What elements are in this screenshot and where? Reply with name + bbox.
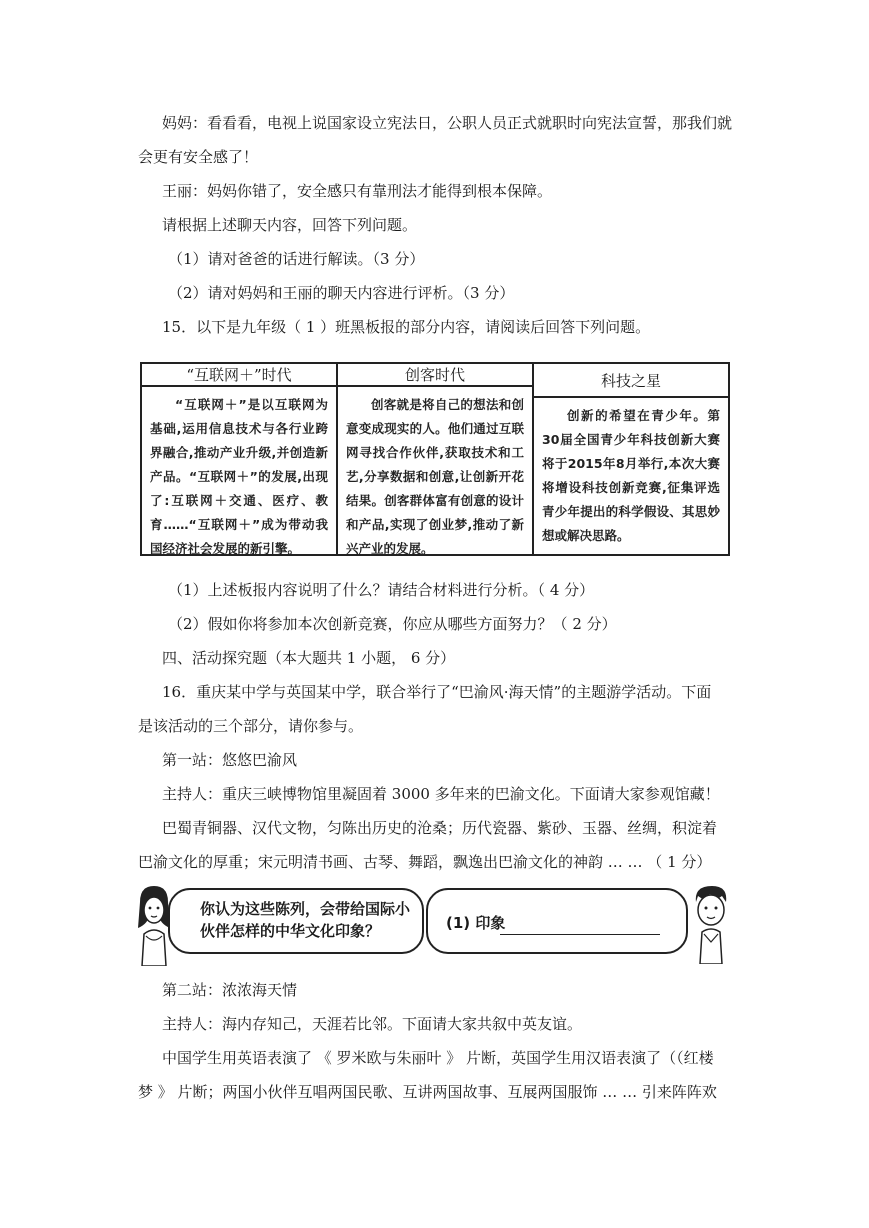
column-body: 创客就是将自己的想法和创意变成现实的人。他们通过互联网寻找合作伙伴,获取技术和工艺,分享数据和创意,让创新开花结果。创客群体富有创意的设计和产品,实现了创业梦,推动了新兴产业的发展。 [346, 397, 524, 556]
text-line: 主持人：重庆三峡博物馆里凝固着 3000 多年来的巴渝文化。下面请大家参观馆藏！ [162, 785, 720, 803]
text-line: 第二站：浓浓海天情 [162, 981, 298, 999]
text-line: 巴蜀青铜器、汉代文物，匀陈出历史的沧桑；历代瓷器、紫砂、玉器、丝绸，积淀着 [162, 819, 718, 837]
blackboard-table [140, 362, 730, 556]
board-column [534, 364, 728, 554]
text-line: 请根据上述聊天内容，回答下列问题。 [162, 216, 418, 234]
section-heading: 四、活动探究题（本大题共 1 小题， 6 分） [162, 649, 456, 667]
text-line: 会更有安全感了！ [138, 148, 259, 166]
text-line: 巴渝文化的厚重；宋元明清书画、古琴、舞蹈，飘逸出巴渝文化的神韵 … … （ 1 分） [138, 853, 712, 871]
speech-bubble-answer [426, 888, 688, 954]
bubble-question-text: 你认为这些陈列，会带给国际小伙伴怎样的中华文化印象？ [200, 900, 411, 940]
text-line: 中国学生用英语表演了 《 罗米欧与朱丽叶 》 片断，英国学生用汉语表演了（（红楼 [162, 1049, 714, 1067]
question-item: （2）假如你将参加本次创新竞赛，你应从哪些方面努力？（ 2 分） [168, 615, 617, 633]
board-column [338, 364, 534, 554]
question-item: （2）请对妈妈和王丽的聊天内容进行评析。（3 分） [168, 284, 515, 302]
column-body: 创新的希望在青少年。第30届全国青少年科技创新大赛将于2015年8月举行,本次大赛将增设科技创新竞赛,征集评选青少年提出的科学假设、其思妙想或解决思路。 [542, 408, 720, 543]
question-item: （1）请对爸爸的话进行解读。（3 分） [168, 250, 425, 268]
text-line: 是该活动的三个部分，请你参与。 [138, 717, 364, 735]
column-header: 创客时代 [338, 364, 532, 387]
text-line: 梦 》 片断；两国小伙伴互唱两国民歌、互讲两国故事、互展两国服饰 … … 引来阵阵欢 [138, 1083, 717, 1101]
board-column [142, 364, 338, 554]
column-header: “互联网＋”时代 [142, 364, 336, 387]
answer-blank-line[interactable] [500, 934, 660, 935]
text-line: 妈妈：看看看，电视上说国家设立宪法日，公职人员正式就职时向宪法宣誓，那我们就 [162, 114, 733, 132]
question-heading: 15．以下是九年级（ 1 ）班黑板报的部分内容，请阅读后回答下列问题。 [162, 318, 651, 336]
speech-bubble-question [168, 888, 424, 954]
text-line: 第一站：悠悠巴渝风 [162, 751, 298, 769]
text-line: 主持人：海内存知己，天涯若比邻。下面请大家共叙中英友谊。 [162, 1015, 583, 1033]
answer-label: (1) 印象 [446, 914, 506, 932]
question-item: （1）上述板报内容说明了什么？请结合材料进行分析。（ 4 分） [168, 581, 595, 599]
text-line: 王丽：妈妈你错了，安全感只有靠刑法才能得到根本保障。 [162, 182, 553, 200]
column-header: 科技之星 [534, 364, 728, 398]
column-body: “互联网＋”是以互联网为基础,运用信息技术与各行业跨界融合,推动产业升级,并创造新产品。“互联网＋”的发展,出现了:互联网＋交通、医疗、教育……“互联网＋”成为带动我国经济社会发展的新引擎。 [150, 397, 328, 556]
question-heading: 16．重庆某中学与英国某中学，联合举行了“巴渝风·海天情”的主题游学活动。下面 [162, 683, 712, 701]
boy-figure-icon [686, 882, 736, 964]
